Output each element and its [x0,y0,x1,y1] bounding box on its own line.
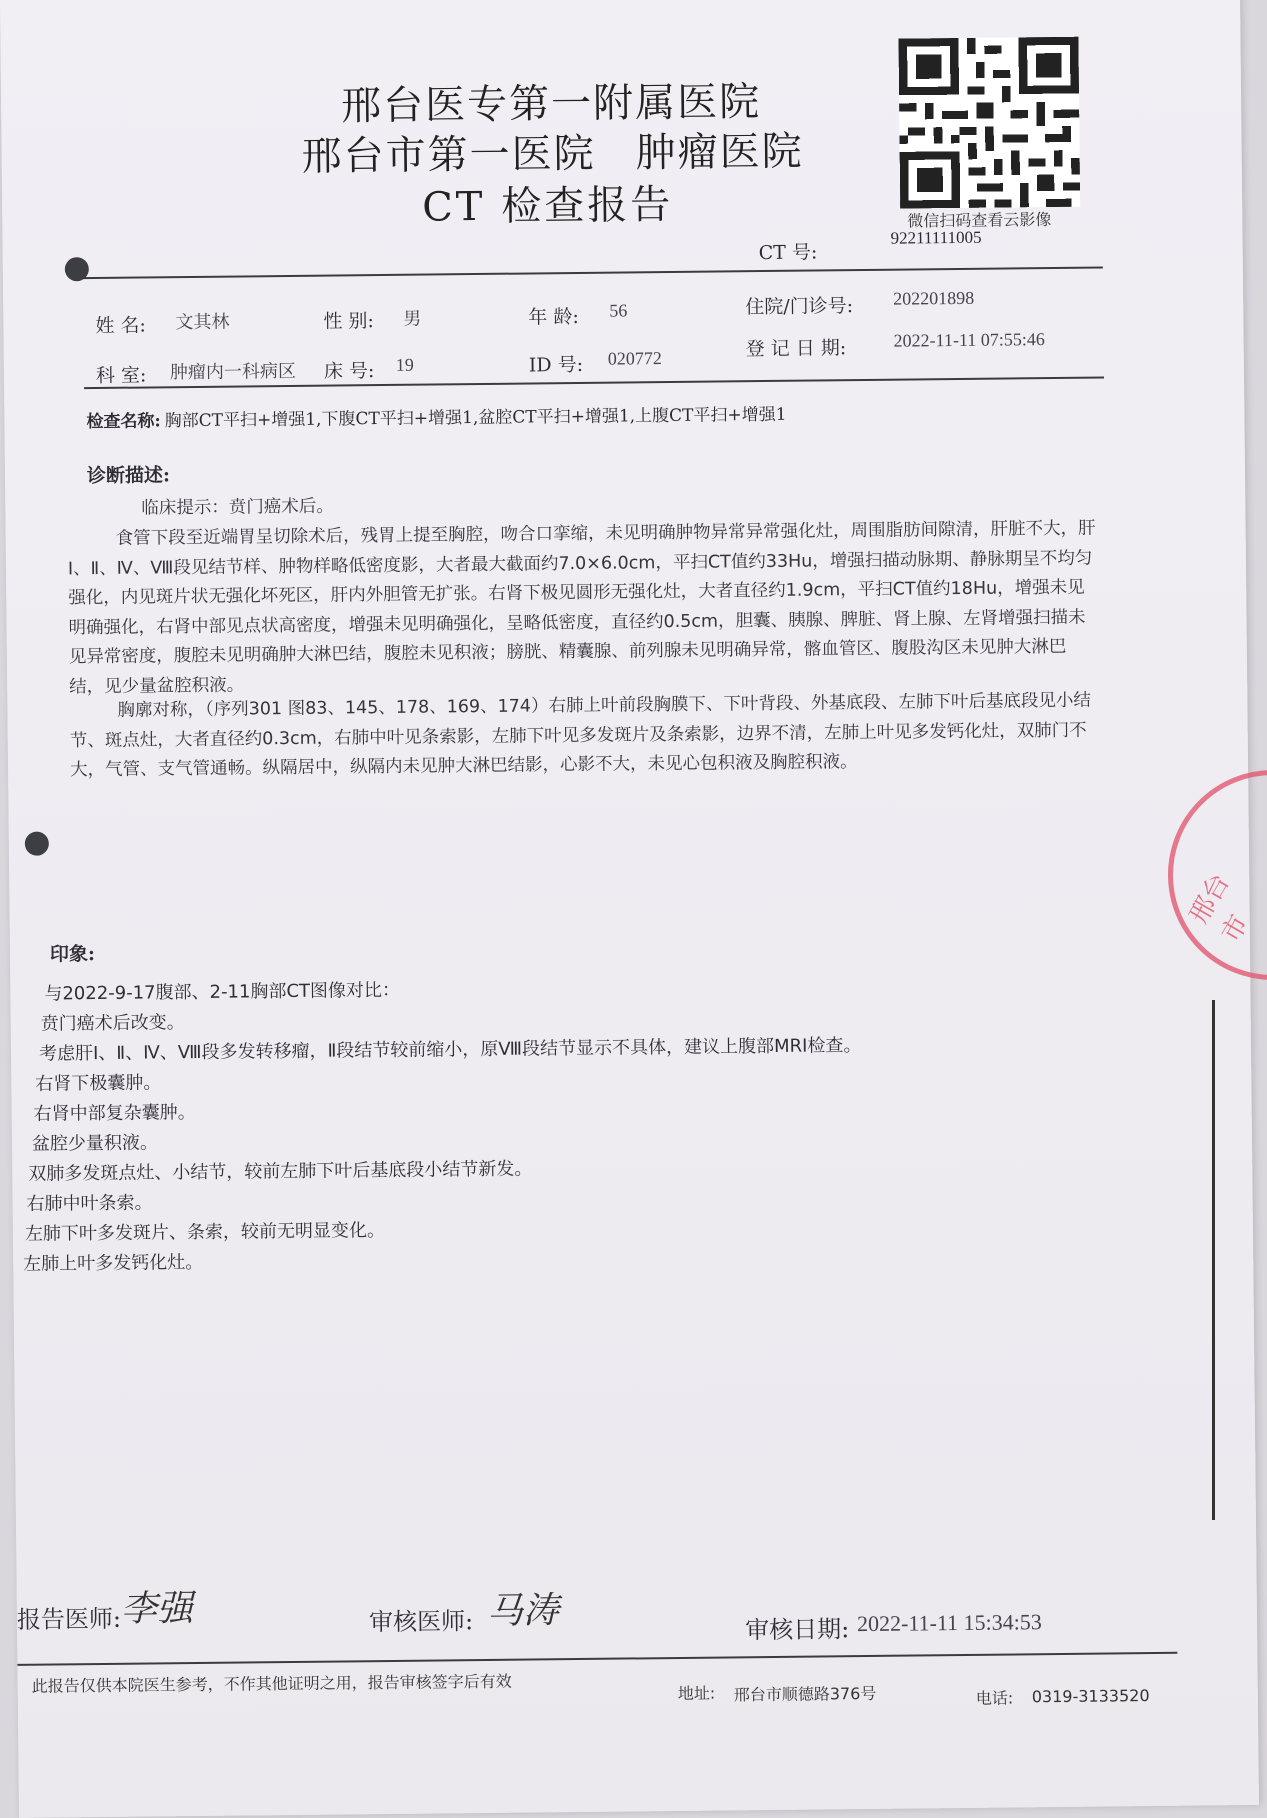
impression-line: 盆腔少量积液。 [31,1132,159,1155]
sex-label: 性 别: [323,310,374,333]
review-date-label: 审核日期: [744,1615,850,1645]
hospital-name-b: 肿瘤医院 [635,128,804,177]
impression-line: 右肺中叶条索。 [26,1192,153,1215]
report-doctor-label: 报告医师: [16,1604,122,1634]
id-label: ID 号: [528,353,584,377]
inpatient-no-label: 住院/门诊号: [745,295,854,319]
footer-address-label: 地址: [677,1683,716,1703]
impression-line: 考虑肝Ⅰ、Ⅱ、Ⅳ、Ⅷ段多发转移瘤，Ⅱ段结节较前缩小，原Ⅷ段结节显示不具体，建议上腹部MRI检查。 [38,1035,862,1065]
review-date-value: 2022-11-11 15:34:53 [856,1609,1042,1637]
register-date-value: 2022-11-11 07:55:46 [893,329,1045,351]
hospital-name-line1: 邢台医专第一附属医院 [340,79,762,130]
exam-name-label: 检查名称: [86,411,161,433]
page-edge-line [1212,1000,1215,1520]
footer-address-value: 邢台市顺德路376号 [733,1683,877,1705]
impression-line: 双肺多发斑点灶、小结节，较前左肺下叶后基底段小结节新发。 [28,1158,533,1185]
qr-code-icon[interactable] [898,37,1080,209]
ct-number-value: 92211111005 [890,227,982,248]
id-value: 020772 [607,348,662,369]
register-date-label: 登 记 日 期: [745,337,847,361]
impression-line: 右肾中部复杂囊肿。 [33,1102,196,1125]
age-value: 56 [609,300,628,321]
review-doctor-signature: 马涛 [486,1590,560,1632]
punch-hole [25,832,49,856]
bed-label: 床 号: [323,360,375,383]
clinical-hint: 临床提示：贲门癌术后。 [141,496,334,519]
footer-phone-label: 电话: [975,1688,1014,1708]
impression-line: 右肾下极囊肿。 [35,1072,162,1095]
name-value: 文其林 [175,311,230,333]
footer-disclaimer: 此报告仅供本院医生参考，不作其他证明之用，报告审核签字后有效 [31,1671,512,1696]
dept-value: 肿瘤内一科病区 [169,360,297,383]
diagnosis-paragraph-abdomen: 食管下段至近端胃呈切除术后，残胃上提至胸腔，吻合口挛缩，未见明确肿物异常异常强化灶，周围脂肪间隙清，肝脏不大，肝Ⅰ、Ⅱ、Ⅳ、Ⅷ段见结节样、肿物样略低密度影，大者最大截面约7.0×6.0cm，平扫CT值约33Hu，增强扫描动脉期、静脉期呈不均匀强化，内见斑片状无强化坏死区，肝内外胆管无扩张。右肾下极见圆形无强化灶，大者直径约1.9cm，平扫CT值约18Hu，增强未见明确强化，右肾中部见点状高密度，增强未见明确强化，呈略低密度，直径约0.5cm，胆囊、胰腺、脾脏、肾上腺、左肾增强扫描未见异常密度，腹腔未见明确肿大淋巴结，腹腔未见积液；膀胱、精囊腺、前列腺未见明确异常，髂血管区、腹股沟区未见肿大淋巴结，见少量盆腔积液。 [67,518,1096,697]
hospital-name-a: 邢台市第一医院 [301,130,596,180]
exam-name [86,400,786,432]
hospital-name-line2 [301,120,804,182]
impression-heading: 印象: [49,943,96,966]
sex-value: 男 [403,308,422,329]
inpatient-no-value: 202201898 [893,287,975,309]
qr-caption: 微信扫码查看云影像 [907,210,1052,231]
diagnosis-paragraph-chest: 胸廓对称，（序列301 图83、145、178、169、174）右肺上叶前段胸膜下、下叶背段、外基底段、左肺下叶后基底段见小结节、斑点灶，大者直径约0.3cm，右肺中叶见条索影，左肺下叶见多发斑片及条索影，边界不清，左肺上叶见多发钙化灶，双肺门不大，气管、支气管通畅。纵隔居中，纵隔内未见肿大淋巴结影，心影不大，未见心包积液及胸腔积液。 [69,690,1092,781]
footer-phone-value: 0319-3133520 [1031,1686,1150,1707]
impression-line: 与2022-9-17腹部、2-11胸部CT图像对比： [44,979,401,1005]
exam-name-value: 胸部CT平扫+增强1,下腹CT平扫+增强1,盆腔CT平扫+增强1,上腹CT平扫+增强1 [164,404,787,432]
name-label: 姓 名: [95,314,146,338]
impression-line: 贲门癌术后改变。 [40,1012,185,1035]
bed-value: 19 [395,354,414,375]
divider [83,266,1103,279]
report-title: CT 检查报告 [421,181,674,231]
age-label: 年 龄: [528,305,579,329]
impression-line: 左肺下叶多发斑片、条索，较前无明显变化。 [24,1220,386,1245]
impression-line: 左肺上叶多发钙化灶。 [23,1251,204,1275]
report-doctor-signature: 李强 [120,1588,194,1630]
diagnosis-heading: 诊断描述: [86,464,171,488]
ct-number-label: CT 号: [758,241,818,265]
divider [17,1652,1177,1666]
official-seal-text: 邢台市 [1183,868,1255,948]
review-doctor-label: 审核医师: [368,1607,474,1637]
dept-label: 科 室: [95,364,147,388]
